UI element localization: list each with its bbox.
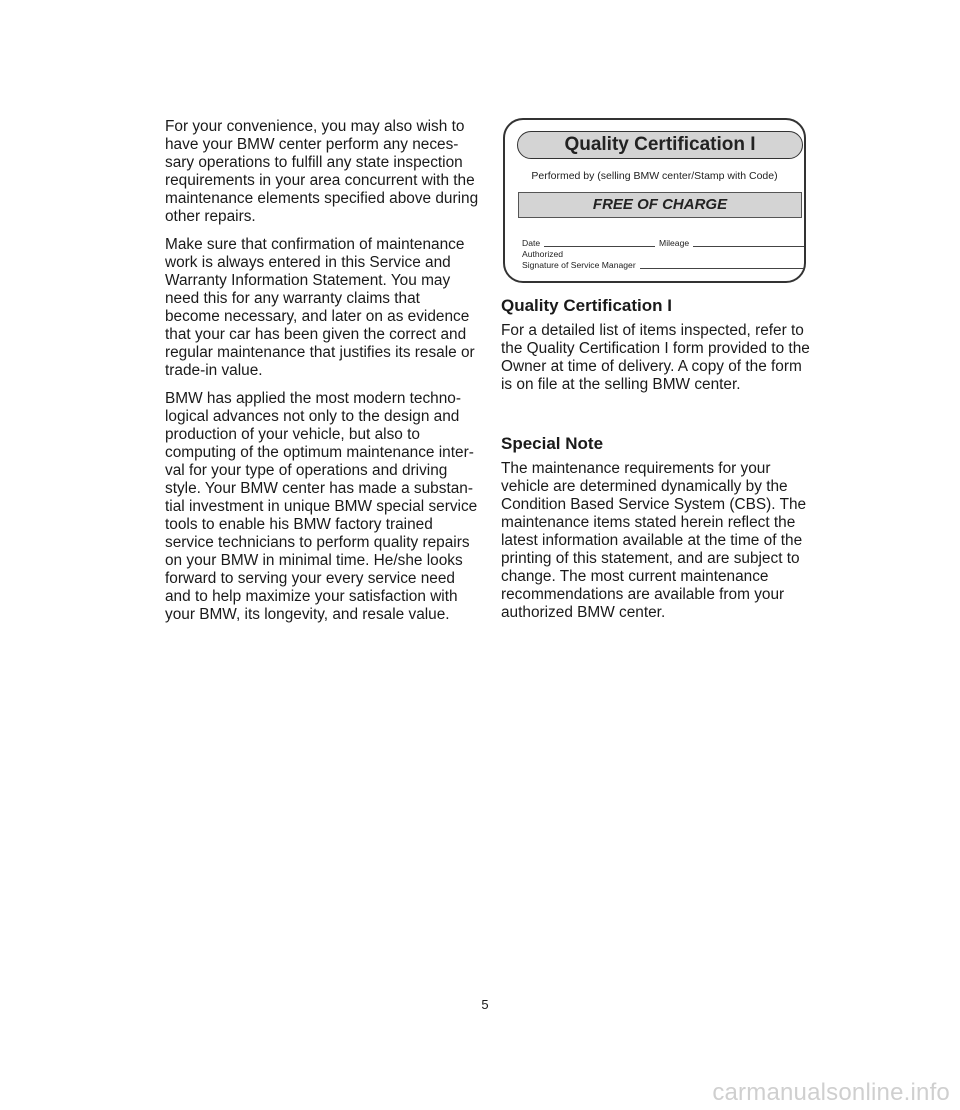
text-line: recommendations are available from your (501, 586, 785, 603)
text-line: BMW has applied the most modern techno- (165, 390, 461, 407)
text-line: authorized BMW center. (501, 604, 666, 621)
text-line: vehicle are determined dynamically by the (501, 478, 788, 495)
text-line: For your convenience, you may also wish to (165, 118, 465, 135)
text-line: tial investment in unique BMW special service (165, 498, 478, 515)
text-line: other repairs. (165, 208, 256, 225)
certificate-performed-by: Performed by (selling BMW center/Stamp with Code) (531, 170, 778, 182)
text-line: sary operations to fulfill any state inspection (165, 154, 463, 171)
text-line: is on file at the selling BMW center. (501, 376, 741, 393)
paragraph-inspection (165, 118, 479, 226)
text-line: latest information available at the time of the (501, 532, 803, 549)
paragraph-technology (165, 390, 478, 624)
text-line: Owner at time of delivery. A copy of the form (501, 358, 802, 375)
mileage-label: Mileage (659, 238, 690, 248)
section-spacer (501, 404, 806, 434)
text-line: need this for any warranty claims that (165, 290, 420, 307)
text-line: tools to enable his BMW factory trained (165, 516, 433, 533)
text-line: Condition Based Service System (CBS). The (501, 496, 807, 513)
mileage-blank-line (693, 246, 804, 247)
text-line: have your BMW center perform any neces- (165, 136, 459, 153)
text-line: computing of the optimum maintenance inter- (165, 444, 474, 461)
paragraph-quality-certification (501, 322, 810, 394)
watermark-text: carmanualsonline.info (712, 1079, 950, 1106)
left-column (165, 118, 479, 634)
text-line: regular maintenance that justifies its resale or (165, 344, 475, 361)
text-line: The maintenance requirements for your (501, 460, 771, 477)
text-line: the Quality Certification I form provided to the (501, 340, 810, 357)
date-mileage-row (522, 238, 804, 249)
text-line: your BMW, its longevity, and resale value. (165, 606, 450, 623)
text-line: on your BMW in minimal time. He/she looks (165, 552, 463, 569)
right-column (501, 296, 810, 632)
text-line: For a detailed list of items inspected, refer to (501, 322, 804, 339)
signature-label: Signature of Service Manager (522, 260, 636, 270)
text-line: requirements in your area concurrent with the (165, 172, 475, 189)
text-line: printing of this statement, and are subject to (501, 550, 800, 567)
section-heading-quality-certification: Quality Certification I (501, 296, 672, 315)
text-line: Make sure that confirmation of maintenance (165, 236, 465, 253)
signature-row (522, 260, 804, 271)
text-line: and to help maximize your satisfaction with (165, 588, 458, 605)
section-heading-special-note: Special Note (501, 434, 604, 453)
text-line: maintenance elements specified above during (165, 190, 479, 207)
text-line: service technicians to perform quality repairs (165, 534, 470, 551)
text-line: Warranty Information Statement. You may (165, 272, 451, 289)
authorized-label: Authorized (522, 249, 564, 259)
certificate-title: Quality Certification I (517, 131, 803, 159)
text-line: trade-in value. (165, 362, 263, 379)
text-line: become necessary, and later on as evidence (165, 308, 470, 325)
text-line: maintenance items stated herein reflect the (501, 514, 796, 531)
text-line: production of your vehicle, but also to (165, 426, 420, 443)
page-number: 5 (481, 997, 489, 1012)
certificate-free-of-charge: FREE OF CHARGE (518, 192, 802, 218)
signature-blank-line (640, 268, 804, 269)
paragraph-special-note (501, 460, 806, 622)
authorized-row (522, 249, 804, 260)
paragraph-confirmation (165, 236, 475, 380)
date-label: Date (522, 238, 541, 248)
text-line: change. The most current maintenance (501, 568, 769, 585)
text-line: val for your type of operations and driving (165, 462, 448, 479)
text-line: work is always entered in this Service and (165, 254, 451, 271)
text-line: that your car has been given the correct and (165, 326, 467, 343)
certificate-fields (522, 238, 804, 271)
date-blank-line (544, 246, 655, 247)
text-line: forward to serving your every service need (165, 570, 455, 587)
text-line: logical advances not only to the design and (165, 408, 460, 425)
text-line: style. Your BMW center has made a substan- (165, 480, 473, 497)
quality-certificate-stamp-box (503, 118, 806, 283)
